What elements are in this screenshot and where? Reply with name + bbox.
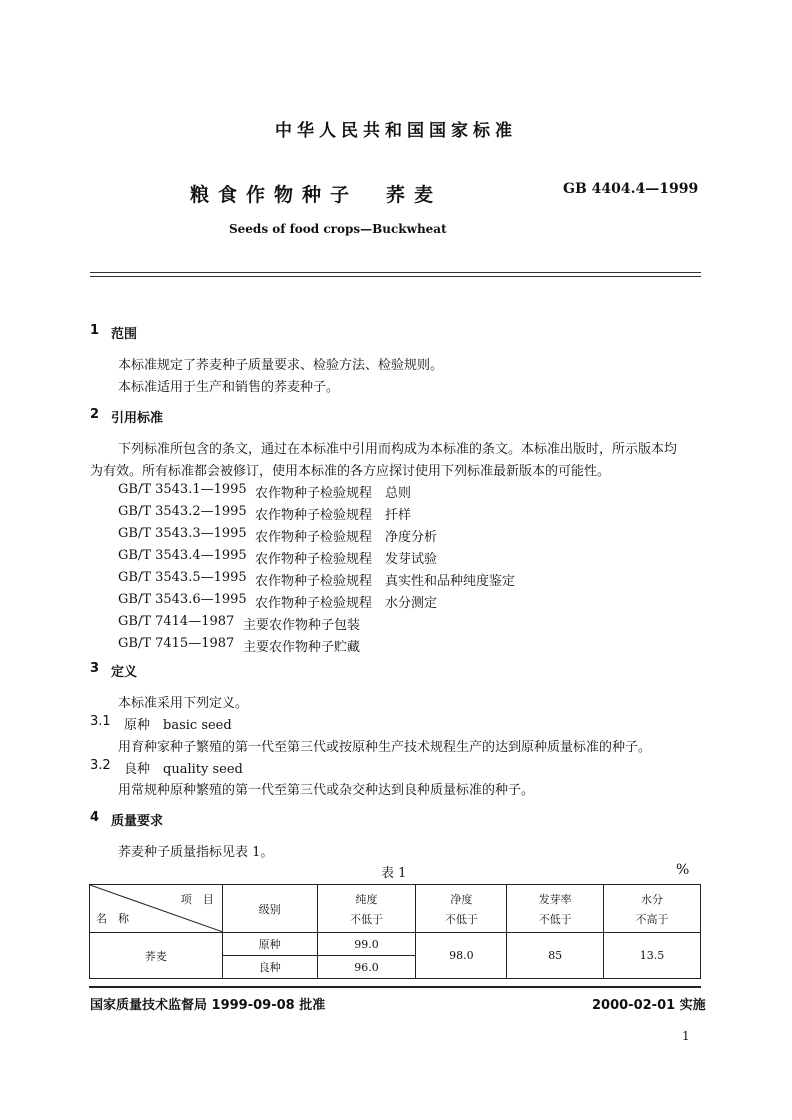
header-cleanness (416, 885, 507, 933)
ref-title: 农作物种子检验规程 扦样 (255, 508, 412, 523)
section-2-para-line-1: 下列标准所包含的条文，通过在本标准中引用而构成为本标准的条文。本标准出版时，所示版本均 (118, 442, 678, 457)
header-item-label: 项 目 (180, 893, 214, 906)
ref-title: 农作物种子检验规程 真实性和品种纯度鉴定 (255, 574, 516, 589)
document-org-title: 中华人民共和国国家标准 (275, 121, 517, 141)
header-moisture-qualifier: 不高于 (635, 912, 669, 926)
header-moisture-title: 水分 (641, 892, 664, 906)
ref-code: GB/T 3543.5—1995 (118, 570, 247, 585)
table-row (90, 933, 701, 956)
ref-title: 农作物种子检验规程 发芽试验 (255, 552, 438, 567)
definition-3-2-text: 用常规种原种繁殖的第一代至第三代或杂交种达到良种质量标准的种子。 (118, 783, 535, 798)
ref-code: GB/T 3543.6—1995 (118, 592, 247, 607)
ref-code: GB/T 7415—1987 (118, 636, 235, 651)
section-1-para-1: 本标准规定了荞麦种子质量要求、检验方法、检验规则。 (118, 358, 444, 373)
header-rule-top (90, 272, 701, 273)
section-3-para-1: 本标准采用下列定义。 (118, 696, 249, 711)
definition-3-1-text: 用育种家种子繁殖的第一代至第三代或按原种生产技术规程生产的达到原种质量标准的种子。 (118, 740, 652, 755)
implementation-date: 2000-02-01 实施 (592, 998, 706, 1013)
ref-code: GB/T 3543.1—1995 (118, 482, 247, 497)
cleanness-cell: 98.0 (416, 933, 507, 979)
header-germination-qualifier: 不低于 (538, 912, 572, 926)
ref-code: GB/T 3543.2—1995 (118, 504, 247, 519)
grade-cell: 良种 (222, 956, 317, 979)
header-grade: 级别 (222, 885, 317, 933)
section-1-para-2: 本标准适用于生产和销售的荞麦种子。 (118, 380, 340, 395)
grade-cell: 原种 (222, 933, 317, 956)
header-rule-bottom (90, 276, 701, 277)
purity-cell: 96.0 (317, 956, 416, 979)
header-purity (317, 885, 416, 933)
crop-name-cell: 荞麦 (90, 933, 223, 979)
ref-title: 农作物种子检验规程 水分测定 (255, 596, 438, 611)
moisture-cell: 13.5 (604, 933, 701, 979)
section-4-number: 4 (90, 810, 100, 825)
ref-code: GB/T 7414—1987 (118, 614, 235, 629)
section-4-heading: 质量要求 (111, 814, 164, 829)
section-3-heading: 定义 (111, 665, 138, 680)
purity-cell: 99.0 (317, 933, 416, 956)
section-2-heading: 引用标准 (111, 411, 164, 426)
header-purity-qualifier: 不低于 (350, 912, 383, 926)
document-title: 粮食作物种子 荞麦 (190, 184, 443, 206)
table-header-row (90, 885, 701, 933)
header-germination-title: 发芽率 (538, 892, 572, 906)
section-3-number: 3 (90, 661, 100, 676)
ref-title: 主要农作物种子包装 (243, 618, 361, 633)
english-title: Seeds of food crops—Buckwheat (229, 222, 447, 236)
header-cleanness-qualifier: 不低于 (444, 912, 478, 926)
definition-3-2-term: 良种 quality seed (124, 762, 243, 777)
germination-cell: 85 (507, 933, 604, 979)
ref-code: GB/T 3543.4—1995 (118, 548, 247, 563)
header-moisture (604, 885, 701, 933)
standard-number: GB 4404.4—1999 (563, 181, 699, 197)
definition-3-1-term: 原种 basic seed (124, 718, 232, 733)
page-number: 1 (682, 1029, 690, 1043)
ref-title: 农作物种子检验规程 净度分析 (255, 530, 438, 545)
ref-code: GB/T 3543.3—1995 (118, 526, 247, 541)
quality-table (89, 884, 701, 979)
header-purity-title: 纯度 (355, 892, 378, 906)
header-germination (507, 885, 604, 933)
section-2-number: 2 (90, 407, 100, 422)
definition-3-1-number: 3.1 (90, 714, 111, 729)
section-2-para-line-2: 为有效。所有标准都会被修订，使用本标准的各方应探讨使用下列标准最新版本的可能性。 (90, 464, 611, 479)
table-unit: % (676, 862, 690, 878)
section-4-para-1: 荞麦种子质量指标见表 1。 (118, 845, 274, 860)
header-cleanness-title: 净度 (450, 892, 473, 906)
table-caption: 表 1 (381, 866, 407, 881)
header-diagonal-cell (90, 885, 223, 933)
footer-rule (89, 986, 701, 988)
ref-title: 农作物种子检验规程 总则 (255, 486, 412, 501)
definition-3-2-number: 3.2 (90, 758, 111, 773)
section-1-number: 1 (90, 323, 100, 338)
approval-statement: 国家质量技术监督局 1999-09-08 批准 (90, 998, 326, 1013)
header-name-label: 名 称 (96, 912, 129, 925)
section-1-heading: 范围 (111, 327, 138, 342)
ref-title: 主要农作物种子贮藏 (243, 640, 361, 655)
